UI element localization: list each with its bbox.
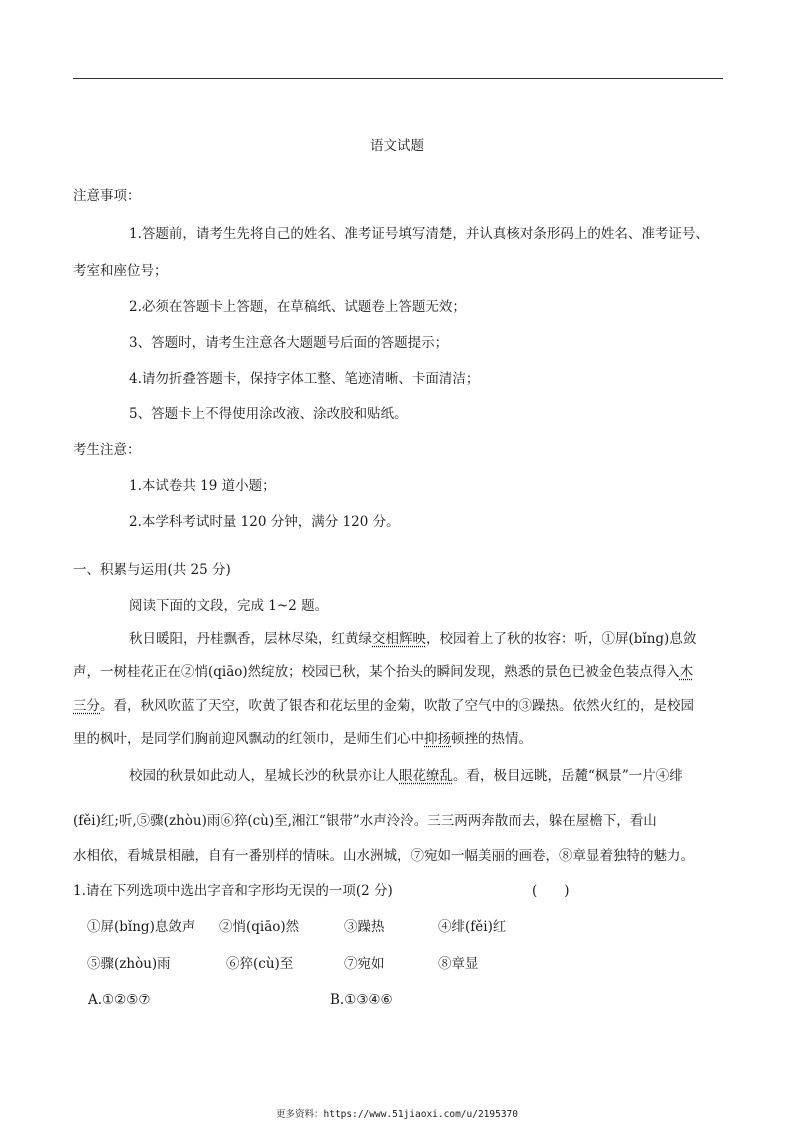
passage-line: 声，一树桂花正在②悄(qiāo)然绽放；校园已秋，某个抬头的瞬间发现，熟悉的景色已被金色装点得入木 [73, 664, 694, 680]
option-b: B.①③④⑥ [330, 992, 393, 1008]
section-heading: 一、积累与运用(共 25 分) [73, 562, 231, 578]
choice-item: ⑥猝(cù)至 [226, 956, 294, 972]
candidate-item-1: 1.本试卷共 19 道小题； [129, 478, 276, 494]
notice-item-1-cont: 考室和座位号； [73, 263, 168, 279]
option-a: A.①②⑤⑦ [88, 992, 151, 1008]
choice-item: ③躁热 [344, 919, 385, 935]
choice-item: ②悄(qiāo)然 [219, 919, 300, 935]
notice-item-5: 5、答题卡上不得使用涂改液、涂改胶和贴纸。 [129, 406, 408, 422]
candidate-heading: 考生注意： [73, 442, 141, 458]
choice-item: ⑤骤(zhòu)雨 [87, 956, 171, 972]
passage-line: 校园的秋景如此动人，星城长沙的秋景亦让人眼花缭乱。看，极目远眺，岳麓“枫景”一片④绯 [129, 768, 683, 784]
answer-bracket: ( ) [532, 883, 570, 899]
notice-item-1: 1.答题前，请考生先将自己的姓名、准考证号填写清楚，并认真核对条形码上的姓名、准考证号、 [129, 226, 709, 242]
passage-line: 三分。看，秋风吹蓝了天空，吹黄了银杏和花坛里的金菊，吹散了空气中的③躁热。依然火红的，是校园 [73, 698, 694, 714]
header-rule [73, 78, 723, 79]
choice-item: ①屏(bǐng)息敛声 [87, 919, 196, 935]
notice-item-3: 3、答题时，请考生注意各大题题号后面的答题提示； [129, 335, 449, 351]
passage-line: 里的枫叶，是同学们胸前迎风飘动的红领巾，是师生们心中抑扬顿挫的热情。 [73, 731, 532, 747]
question-stem: 1.请在下列选项中选出字音和字形均无误的一项(2 分) [73, 883, 393, 899]
candidate-item-2: 2.本学科考试时量 120 分钟，满分 120 分。 [129, 514, 400, 530]
notice-item-2: 2.必须在答题卡上答题，在草稿纸、试题卷上答题无效； [129, 299, 466, 315]
choice-item: ⑧章显 [438, 956, 479, 972]
passage-line: 水相依，看城景相融，自有一番别样的情味。山水洲城，⑦宛如一幅美丽的画卷，⑧章显着独特的魅力。 [73, 848, 694, 864]
passage-line: 秋日暖阳，丹桂飘香，层林尽染，红黄绿交相辉映，校园着上了秋的妆容：听，①屏(bǐng)息敛 [129, 631, 697, 647]
passage-intro: 阅读下面的文段，完成 1~2 题。 [129, 598, 329, 614]
notice-item-4: 4.请勿折叠答题卡，保持字体工整、笔迹清晰、卡面清洁； [129, 371, 480, 387]
passage-line: (fěi)红;听,⑤骤(zhòu)雨⑥猝(cù)至,湘江“银带”水声泠泠。三三两两奔散而去，躲在屋檐下，看山 [73, 813, 657, 829]
page-title: 语文试题 [370, 138, 424, 154]
notice-heading: 注意事项： [73, 188, 141, 204]
choice-item: ④绯(fěi)红 [438, 919, 507, 935]
footer-link[interactable]: 更多资料：https://www.51jiaoxi.com/u/2195370 [276, 1109, 518, 1120]
choice-item: ⑦宛如 [344, 956, 385, 972]
